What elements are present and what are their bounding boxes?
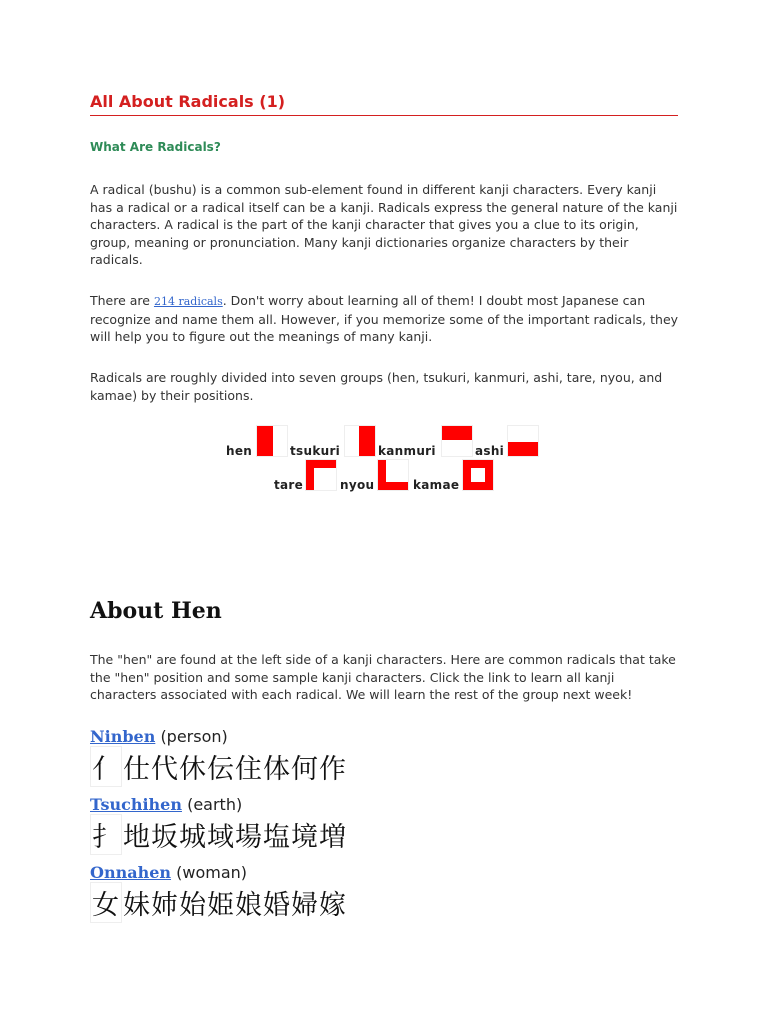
label-tare: tare xyxy=(274,478,304,492)
kamae-diagram xyxy=(462,459,494,491)
kamae-fill-left xyxy=(463,460,471,490)
kamae-fill-right xyxy=(485,460,493,490)
radical-meaning: (woman) xyxy=(176,863,247,882)
nyou-fill-left xyxy=(378,460,386,490)
label-kamae: kamae xyxy=(413,478,460,492)
tare-diagram xyxy=(305,459,337,491)
about-hen-heading: About Hen xyxy=(90,598,222,624)
hen-fill xyxy=(257,426,273,456)
paragraph-groups: Radicals are roughly divided into seven groups (hen, tsukuri, kanmuri, ashi, tare, nyou, and kamae) by their positions. xyxy=(90,370,663,403)
radical-link-ninben[interactable]: Ninben xyxy=(90,727,156,746)
hen-intro: The "hen" are found at the left side of a kanji characters. Here are common radicals that take the "hen" position and some sample kanji characters. Click the link to learn all kanji characters associated with each radical. We will learn the rest of the group next week! xyxy=(90,652,676,703)
kanji-samples: 仕代休伝住体何作 xyxy=(123,754,347,785)
kamae-fill-top xyxy=(463,460,493,468)
tare-fill-left xyxy=(306,460,314,490)
radical-heading-onnahen xyxy=(90,863,247,882)
kanji-row-onnahen xyxy=(90,882,347,923)
radical-glyph: 女 xyxy=(90,882,122,923)
paragraph-count-before: There are xyxy=(90,293,154,308)
paragraph-intro: A radical (bushu) is a common sub-element found in different kanji characters. Every kanji has a radical or a radical itself can be a kanji. Radicals express the general nature of the kanji characters. A radical is the part of the kanji character that gives you a clue to its origin, group, meaning or pronunciation. Many kanji dictionaries organize characters by their radicals. xyxy=(90,182,678,268)
radicals-link[interactable]: 214 radicals xyxy=(153,295,223,308)
nyou-fill-bottom xyxy=(378,482,408,490)
hen-diagram xyxy=(256,425,288,457)
label-kanmuri: kanmuri xyxy=(378,444,436,458)
ashi-fill xyxy=(508,442,538,456)
kanji-row-tsuchihen xyxy=(90,814,347,855)
tare-fill-top xyxy=(306,460,336,468)
radical-meaning: (person) xyxy=(160,727,228,746)
kanji-samples: 妹姉始姫娘婚婦嫁 xyxy=(123,890,347,921)
label-tsukuri: tsukuri xyxy=(290,444,341,458)
radical-link-tsuchihen[interactable]: Tsuchihen xyxy=(90,795,182,814)
kanmuri-fill xyxy=(442,426,472,440)
paragraph-count-after: . Don't worry about learning all of them! I doubt most Japanese can recognize and name them all. However, if you memorize some of the important radicals, they will help you to figure out the meanings of many kanji. xyxy=(90,293,679,345)
kanji-samples: 地坂城域場塩境増 xyxy=(123,822,347,853)
kanmuri-diagram xyxy=(441,425,473,457)
radical-heading-tsuchihen xyxy=(90,795,242,814)
radical-link-onnahen[interactable]: Onnahen xyxy=(90,863,172,882)
radical-glyph: 亻 xyxy=(90,746,122,787)
radical-glyph: 扌 xyxy=(90,814,122,855)
radical-heading-ninben xyxy=(90,727,228,746)
tsukuri-diagram xyxy=(344,425,376,457)
label-ashi: ashi xyxy=(475,444,505,458)
label-nyou: nyou xyxy=(340,478,375,492)
section-subtitle: What Are Radicals? xyxy=(90,140,221,154)
label-hen: hen xyxy=(226,444,253,458)
nyou-diagram xyxy=(377,459,409,491)
tsukuri-fill xyxy=(359,426,375,456)
page-title: All About Radicals (1) xyxy=(90,92,678,116)
kanji-row-ninben xyxy=(90,746,347,787)
ashi-diagram xyxy=(507,425,539,457)
paragraph-count xyxy=(90,292,680,346)
radical-meaning: (earth) xyxy=(187,795,243,814)
kamae-fill-bottom xyxy=(463,482,493,490)
